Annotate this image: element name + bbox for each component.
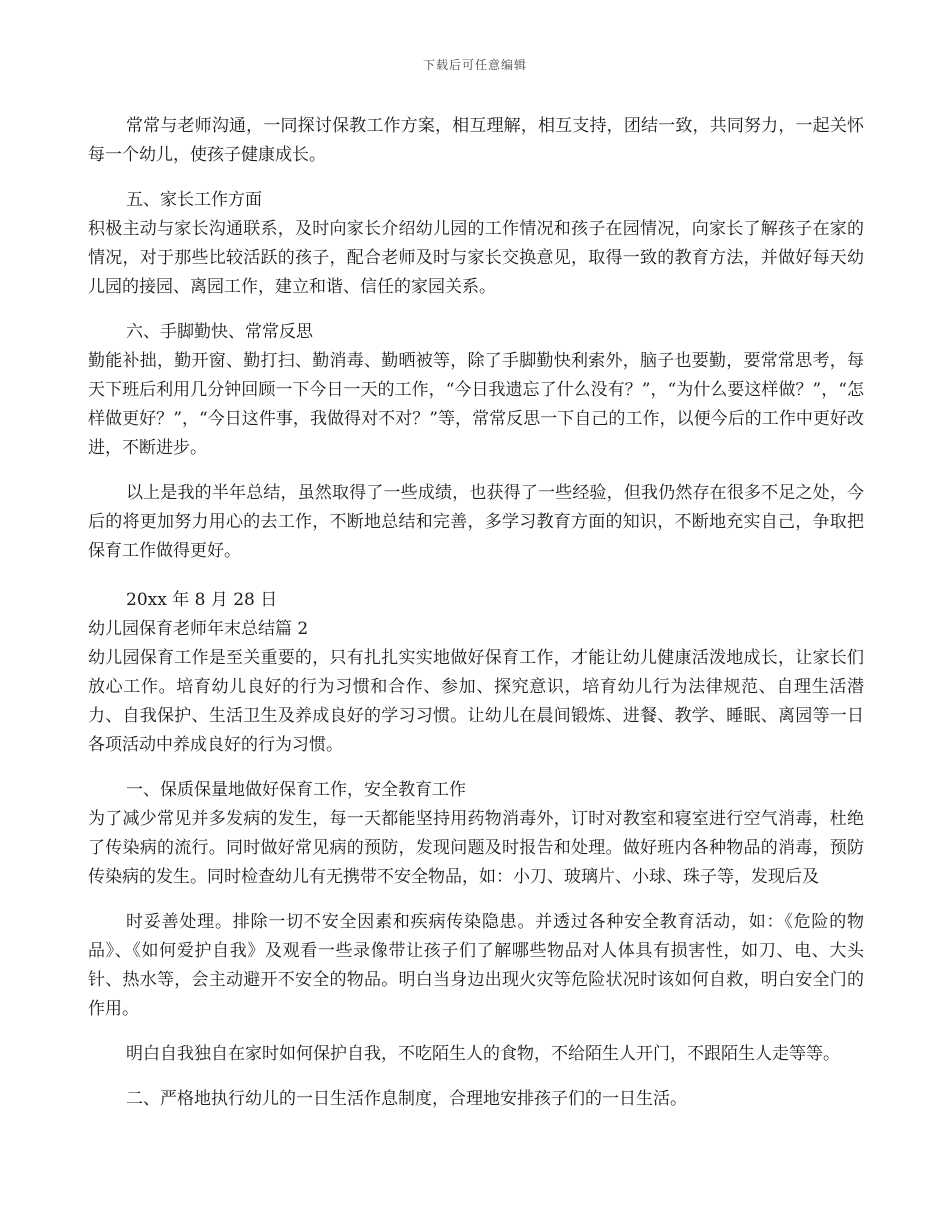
paragraph-intro: 幼儿园保育工作是至关重要的，只有扎扎实实地做好保育工作，才能让幼儿健康活泼地成长，让家长们放心工作。培育幼儿良好的行为习惯和合作、参加、探究意识，培育幼儿行为法律规范、自理生活潜力、自我保护、生活卫生及养成良好的学习习惯。让幼儿在晨间锻炼、进餐、教学、睡眠、离园等一日各项活动中养成良好的行为习惯。 — [88, 648, 864, 755]
section-heading-parents: 五、家长工作方面 — [126, 190, 262, 210]
paragraph-safety-education: 时妥善处理。排除一切不安全因素和疾病传染隐患。并透过各种安全教育活动，如：《危险的物品》、《如何爱护自我》及观看一些录像带让孩子们了解哪些物品对人体具有损害性，如刀、电、大头针、热水等，会主动避开不安全的物品。明白当身边出现火灾等危险状况时该如何自救，明白安全门的作用。 — [88, 912, 864, 1019]
paragraph-parents: 积极主动与家长沟通联系，及时向家长介绍幼儿园的工作情况和孩子在园情况，向家长了解孩子在家的情况，对于那些比较活跃的孩子，配合老师及时与家长交换意见，取得一致的教育方法，并做好每天幼儿园的接园、离园工作，建立和谐、信任的家园关系。 — [88, 219, 864, 297]
paragraph-summary: 以上是我的半年总结，虽然取得了一些成绩，也获得了一些经验，但我仍然存在很多不足之处，今后的将更加努力用心的去工作，不断地总结和完善，多学习教育方面的知识，不断地充实自己，争取把保育工作做得更好。 — [88, 483, 864, 561]
document-body — [88, 112, 864, 1114]
date-line: 20xx 年 8 月 28 日 — [126, 590, 278, 610]
paragraph-communication: 常常与老师沟通，一同探讨保教工作方案，相互理解，相互支持，团结一致，共同努力，一起关怀每一个幼儿，使孩子健康成长。 — [88, 116, 864, 165]
article-title: 幼儿园保育老师年末总结篇 2 — [88, 619, 309, 639]
page-header: 下载后可任意编辑 — [422, 58, 527, 72]
paragraph-self-protection: 明白自我独自在家时如何保护自我，不吃陌生人的食物，不给陌生人开门，不跟陌生人走等等。 — [126, 1044, 840, 1064]
paragraph-disinfection: 为了减少常见并多发病的发生，每一天都能坚持用药物消毒外，订时对教室和寝室进行空气消毒，杜绝了传染病的流行。同时做好常见病的预防，发现问题及时报告和处理。做好班内各种物品的消毒，预防传染病的发生。同时检查幼儿有无携带不安全物品，如：小刀、玻璃片、小球、珠子等，发现后及 — [88, 809, 864, 887]
section-heading-daily-routine: 二、严格地执行幼儿的一日生活作息制度，合理地安排孩子们的一日生活。 — [126, 1089, 687, 1109]
paragraph-reflection: 勤能补拙，勤开窗、勤打扫、勤消毒、勤晒被等，除了手脚勤快利索外，脑子也要勤，要常常思考，每天下班后利用几分钟回顾一下今日一天的工作，“今日我遗忘了什么没有？”，“为什么要这样做？”，“怎样做更好？”，“今日这件事，我做得对不对？”等，常常反思一下自己的工作，以便今后的工作中更好改进，不断进步。 — [88, 351, 864, 458]
section-heading-reflection: 六、手脚勤快、常常反思 — [126, 322, 313, 342]
section-heading-safety: 一、保质保量地做好保育工作，安全教育工作 — [126, 780, 466, 800]
